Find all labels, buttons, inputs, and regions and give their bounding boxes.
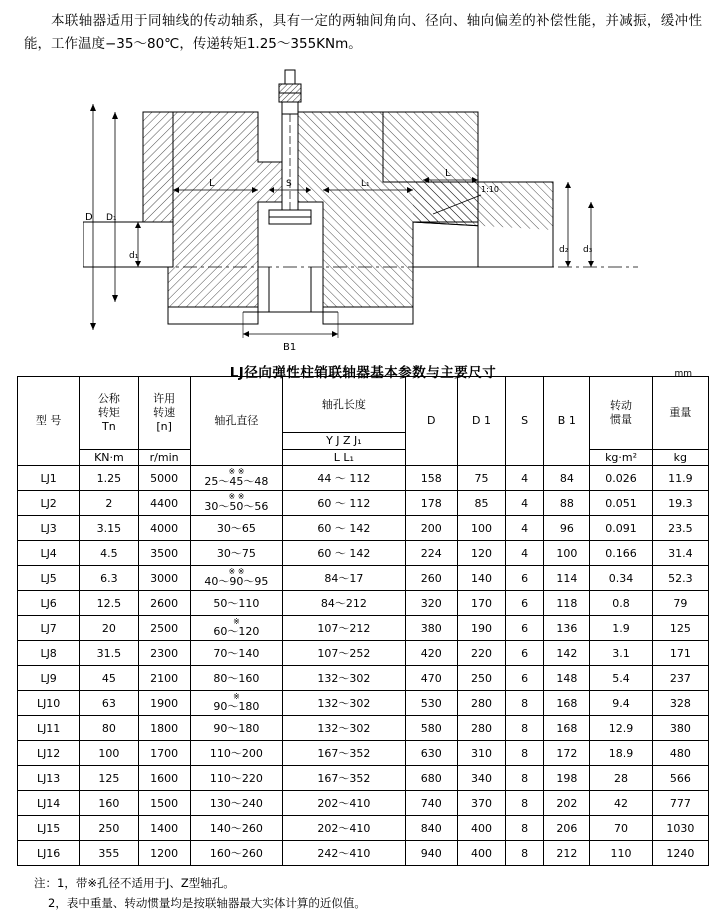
cell-D1: 340	[457, 766, 505, 791]
cell-bore_dia: 110～200	[190, 741, 282, 766]
dim-label-B1: B1	[283, 341, 297, 353]
cell-D: 320	[405, 591, 457, 616]
cell-weight: 1240	[652, 841, 708, 866]
cell-model: LJ16	[18, 841, 80, 866]
cell-bore_len: 107～212	[283, 616, 406, 641]
cell-D: 630	[405, 741, 457, 766]
taper-label: 1:10	[481, 184, 499, 194]
cell-B1: 212	[544, 841, 590, 866]
bore-dia-value: 30～50～56	[204, 499, 269, 513]
cell-D1: 100	[457, 516, 505, 541]
cell-bore_dia	[190, 566, 282, 591]
cell-torque: 4.5	[80, 541, 138, 566]
cell-model: LJ7	[18, 616, 80, 641]
cell-torque: 100	[80, 741, 138, 766]
th-speed-unit: r/min	[138, 449, 190, 466]
th-speed: 许用 转速 [n]	[138, 376, 190, 449]
cell-torque: 6.3	[80, 566, 138, 591]
bore-dia-value: 25～45～48	[204, 474, 269, 488]
cell-speed: 5000	[138, 466, 190, 491]
cell-torque: 3.15	[80, 516, 138, 541]
cell-B1: 168	[544, 691, 590, 716]
th-weight-unit: kg	[652, 449, 708, 466]
dim-label-L-right: L	[445, 167, 451, 179]
bore-dia-value: 60～120	[213, 624, 260, 638]
cell-bore_len: 202～410	[283, 816, 406, 841]
coupling-drawing	[16, 62, 710, 381]
cell-D: 740	[405, 791, 457, 816]
table-row	[18, 691, 709, 716]
cell-bore_len: 167～352	[283, 741, 406, 766]
cell-weight: 125	[652, 616, 708, 641]
spec-table	[17, 376, 709, 867]
cell-B1: 172	[544, 741, 590, 766]
cell-bore_len: 242～410	[283, 841, 406, 866]
cell-B1: 114	[544, 566, 590, 591]
cell-inertia: 70	[590, 816, 652, 841]
cell-bore_dia: 70～140	[190, 641, 282, 666]
cell-inertia: 28	[590, 766, 652, 791]
th-weight: 重量	[652, 376, 708, 449]
cell-D: 158	[405, 466, 457, 491]
cell-D1: 140	[457, 566, 505, 591]
cell-speed: 3500	[138, 541, 190, 566]
cell-model: LJ2	[18, 491, 80, 516]
table-notes	[34, 874, 692, 913]
cell-weight: 328	[652, 691, 708, 716]
th-model: 型 号	[18, 376, 80, 466]
cell-model: LJ1	[18, 466, 80, 491]
table-row	[18, 841, 709, 866]
cell-D1: 400	[457, 816, 505, 841]
cell-S: 8	[506, 716, 544, 741]
cell-bore_dia: 80～160	[190, 666, 282, 691]
cell-weight: 11.9	[652, 466, 708, 491]
table-row	[18, 516, 709, 541]
table-row	[18, 716, 709, 741]
cell-B1: 148	[544, 666, 590, 691]
cell-B1: 96	[544, 516, 590, 541]
cell-bore_len: 132～302	[283, 666, 406, 691]
table-row	[18, 591, 709, 616]
cell-D: 420	[405, 641, 457, 666]
cell-weight: 380	[652, 716, 708, 741]
note-line-2: 2，表中重量、转动惯量均是按联轴器最大实体计算的近似值。	[48, 895, 366, 910]
cell-inertia: 1.9	[590, 616, 652, 641]
cell-model: LJ3	[18, 516, 80, 541]
cell-D1: 85	[457, 491, 505, 516]
cell-bore_len: 84～17	[283, 566, 406, 591]
cell-speed: 1900	[138, 691, 190, 716]
cell-S: 8	[506, 841, 544, 866]
table-row	[18, 641, 709, 666]
dim-label-d2: d₂	[559, 244, 569, 255]
table-row	[18, 666, 709, 691]
cell-speed: 2300	[138, 641, 190, 666]
cell-torque: 63	[80, 691, 138, 716]
cell-inertia: 9.4	[590, 691, 652, 716]
cell-torque: 160	[80, 791, 138, 816]
cell-torque: 355	[80, 841, 138, 866]
cell-weight: 79	[652, 591, 708, 616]
bore-dia-value: 40～90～95	[204, 574, 269, 588]
cell-speed: 1800	[138, 716, 190, 741]
cell-D: 380	[405, 616, 457, 641]
cell-speed: 2500	[138, 616, 190, 641]
table-row	[18, 466, 709, 491]
cell-B1: 136	[544, 616, 590, 641]
cell-D1: 280	[457, 716, 505, 741]
cell-D: 470	[405, 666, 457, 691]
cell-speed: 4400	[138, 491, 190, 516]
cell-bore_len: 60 ～ 142	[283, 516, 406, 541]
th-B1: B 1	[544, 376, 590, 466]
th-bore-length-types: Y J Z J₁	[283, 432, 406, 449]
cell-D: 840	[405, 816, 457, 841]
cell-D1: 400	[457, 841, 505, 866]
cell-inertia: 3.1	[590, 641, 652, 666]
document-page	[0, 10, 726, 910]
th-bore-diameter: 轴孔直径	[190, 376, 282, 466]
figure-title: LJ径向弹性柱销联轴器基本参数与主要尺寸	[229, 364, 497, 381]
cell-D1: 220	[457, 641, 505, 666]
th-S: S	[506, 376, 544, 466]
bore-dia-value: 90～180	[213, 699, 260, 713]
cell-B1: 118	[544, 591, 590, 616]
cell-torque: 2	[80, 491, 138, 516]
cell-weight: 19.3	[652, 491, 708, 516]
cell-bore_dia: 160～260	[190, 841, 282, 866]
cell-S: 8	[506, 791, 544, 816]
cell-weight: 237	[652, 666, 708, 691]
cell-speed: 1500	[138, 791, 190, 816]
cell-bore_len: 60 ～ 142	[283, 541, 406, 566]
table-row	[18, 791, 709, 816]
bore-dia-star: ※ ※	[228, 566, 245, 576]
cell-model: LJ14	[18, 791, 80, 816]
cell-D1: 170	[457, 591, 505, 616]
cell-bore_dia: 140～260	[190, 816, 282, 841]
bore-dia-star: ※ ※	[228, 466, 245, 476]
cell-S: 4	[506, 541, 544, 566]
cell-bore_len: 44 ～ 112	[283, 466, 406, 491]
cell-B1: 100	[544, 541, 590, 566]
cell-torque: 20	[80, 616, 138, 641]
cell-weight: 31.4	[652, 541, 708, 566]
cell-torque: 80	[80, 716, 138, 741]
cell-weight: 777	[652, 791, 708, 816]
cell-speed: 2600	[138, 591, 190, 616]
intro-paragraph	[24, 10, 702, 56]
cell-bore_dia: 30～65	[190, 516, 282, 541]
dim-label-D: D	[85, 211, 93, 223]
cell-weight: 480	[652, 741, 708, 766]
table-row	[18, 491, 709, 516]
cell-inertia: 18.9	[590, 741, 652, 766]
cell-inertia: 0.34	[590, 566, 652, 591]
cell-weight: 52.3	[652, 566, 708, 591]
cell-bore_len: 132～302	[283, 691, 406, 716]
cell-B1: 206	[544, 816, 590, 841]
cell-bore_dia	[190, 466, 282, 491]
cell-B1: 142	[544, 641, 590, 666]
cell-weight: 23.5	[652, 516, 708, 541]
cell-bore_dia	[190, 491, 282, 516]
cell-inertia: 42	[590, 791, 652, 816]
cell-D1: 370	[457, 791, 505, 816]
dim-label-S: S	[286, 178, 292, 189]
cell-model: LJ12	[18, 741, 80, 766]
cell-D: 530	[405, 691, 457, 716]
th-torque-unit: KN·m	[80, 449, 138, 466]
cell-S: 6	[506, 641, 544, 666]
table-row	[18, 541, 709, 566]
table-row	[18, 566, 709, 591]
cell-B1: 198	[544, 766, 590, 791]
unit-note: mm	[674, 368, 692, 379]
cell-S: 6	[506, 591, 544, 616]
cell-torque: 1.25	[80, 466, 138, 491]
cell-D: 580	[405, 716, 457, 741]
cell-speed: 2100	[138, 666, 190, 691]
cell-D1: 190	[457, 616, 505, 641]
table-row	[18, 616, 709, 641]
dim-label-L-left: L	[209, 177, 215, 189]
cell-D: 200	[405, 516, 457, 541]
cell-speed: 1400	[138, 816, 190, 841]
dim-label-d1: d₁	[129, 250, 139, 261]
cell-S: 8	[506, 816, 544, 841]
dim-label-d3: d₃	[583, 244, 593, 255]
cell-S: 4	[506, 466, 544, 491]
cell-D1: 120	[457, 541, 505, 566]
cell-torque: 31.5	[80, 641, 138, 666]
cell-bore_len: 132～302	[283, 716, 406, 741]
cell-S: 4	[506, 491, 544, 516]
cell-D: 178	[405, 491, 457, 516]
th-inertia: 转动 惯量	[590, 376, 652, 449]
cell-bore_dia	[190, 616, 282, 641]
th-D1: D 1	[457, 376, 505, 466]
table-row	[18, 741, 709, 766]
cell-S: 4	[506, 516, 544, 541]
cell-model: LJ4	[18, 541, 80, 566]
cell-weight: 1030	[652, 816, 708, 841]
cell-model: LJ11	[18, 716, 80, 741]
cell-inertia: 12.9	[590, 716, 652, 741]
cell-bore_len: 107～252	[283, 641, 406, 666]
cell-inertia: 0.051	[590, 491, 652, 516]
cell-inertia: 0.091	[590, 516, 652, 541]
cell-bore_dia: 90～180	[190, 716, 282, 741]
cell-bore_dia: 110～220	[190, 766, 282, 791]
cell-D1: 75	[457, 466, 505, 491]
th-bore-length-sub: L L₁	[283, 449, 406, 466]
bore-dia-star: ※	[233, 691, 240, 701]
bore-dia-star: ※ ※	[228, 491, 245, 501]
cell-bore_dia	[190, 691, 282, 716]
cell-model: LJ15	[18, 816, 80, 841]
spec-table-body	[18, 466, 709, 866]
cell-D: 224	[405, 541, 457, 566]
intro-text: 本联轴器适用于同轴线的传动轴系，具有一定的两轴间角向、径向、轴向偏差的补偿性能，并减振，缓冲性能，工作温度−35～80℃，传递转矩1.25～355KNm。	[24, 13, 702, 52]
th-D: D	[405, 376, 457, 466]
cell-D: 260	[405, 566, 457, 591]
cell-bore_dia: 130～240	[190, 791, 282, 816]
cell-model: LJ13	[18, 766, 80, 791]
cell-inertia: 110	[590, 841, 652, 866]
cell-D1: 310	[457, 741, 505, 766]
cell-D: 680	[405, 766, 457, 791]
cell-model: LJ6	[18, 591, 80, 616]
dim-label-D1: D₁	[106, 212, 117, 223]
coupling-svg	[83, 62, 643, 357]
cell-B1: 84	[544, 466, 590, 491]
th-torque: 公称 转矩 Tn	[80, 376, 138, 449]
th-bore-length: 轴孔长度	[283, 376, 406, 432]
cell-S: 8	[506, 741, 544, 766]
th-inertia-unit: kg·m²	[590, 449, 652, 466]
cell-D1: 280	[457, 691, 505, 716]
cell-B1: 202	[544, 791, 590, 816]
bore-dia-star: ※	[233, 616, 240, 626]
cell-weight: 171	[652, 641, 708, 666]
cell-inertia: 0.026	[590, 466, 652, 491]
cell-torque: 125	[80, 766, 138, 791]
cell-bore_len: 84～212	[283, 591, 406, 616]
cell-bore_len: 167～352	[283, 766, 406, 791]
cell-model: LJ8	[18, 641, 80, 666]
dim-label-L1: L₁	[361, 178, 370, 189]
cell-inertia: 0.8	[590, 591, 652, 616]
table-row	[18, 766, 709, 791]
cell-speed: 1600	[138, 766, 190, 791]
cell-inertia: 5.4	[590, 666, 652, 691]
cell-S: 6	[506, 616, 544, 641]
cell-B1: 168	[544, 716, 590, 741]
table-row	[18, 816, 709, 841]
note-line-1: 注：1，带※孔径不适用于J、Z型轴孔。	[34, 876, 235, 891]
cell-weight: 566	[652, 766, 708, 791]
cell-S: 8	[506, 766, 544, 791]
cell-bore_len: 202～410	[283, 791, 406, 816]
cell-D: 940	[405, 841, 457, 866]
cell-model: LJ5	[18, 566, 80, 591]
cell-speed: 1200	[138, 841, 190, 866]
cell-speed: 4000	[138, 516, 190, 541]
cell-D1: 250	[457, 666, 505, 691]
cell-model: LJ9	[18, 666, 80, 691]
cell-torque: 250	[80, 816, 138, 841]
cell-bore_dia: 50～110	[190, 591, 282, 616]
cell-S: 8	[506, 691, 544, 716]
cell-bore_len: 60 ～ 112	[283, 491, 406, 516]
cell-inertia: 0.166	[590, 541, 652, 566]
cell-speed: 3000	[138, 566, 190, 591]
cell-B1: 88	[544, 491, 590, 516]
cell-torque: 45	[80, 666, 138, 691]
cell-model: LJ10	[18, 691, 80, 716]
cell-torque: 12.5	[80, 591, 138, 616]
cell-speed: 1700	[138, 741, 190, 766]
cell-bore_dia: 30～75	[190, 541, 282, 566]
cell-S: 6	[506, 566, 544, 591]
cell-S: 6	[506, 666, 544, 691]
